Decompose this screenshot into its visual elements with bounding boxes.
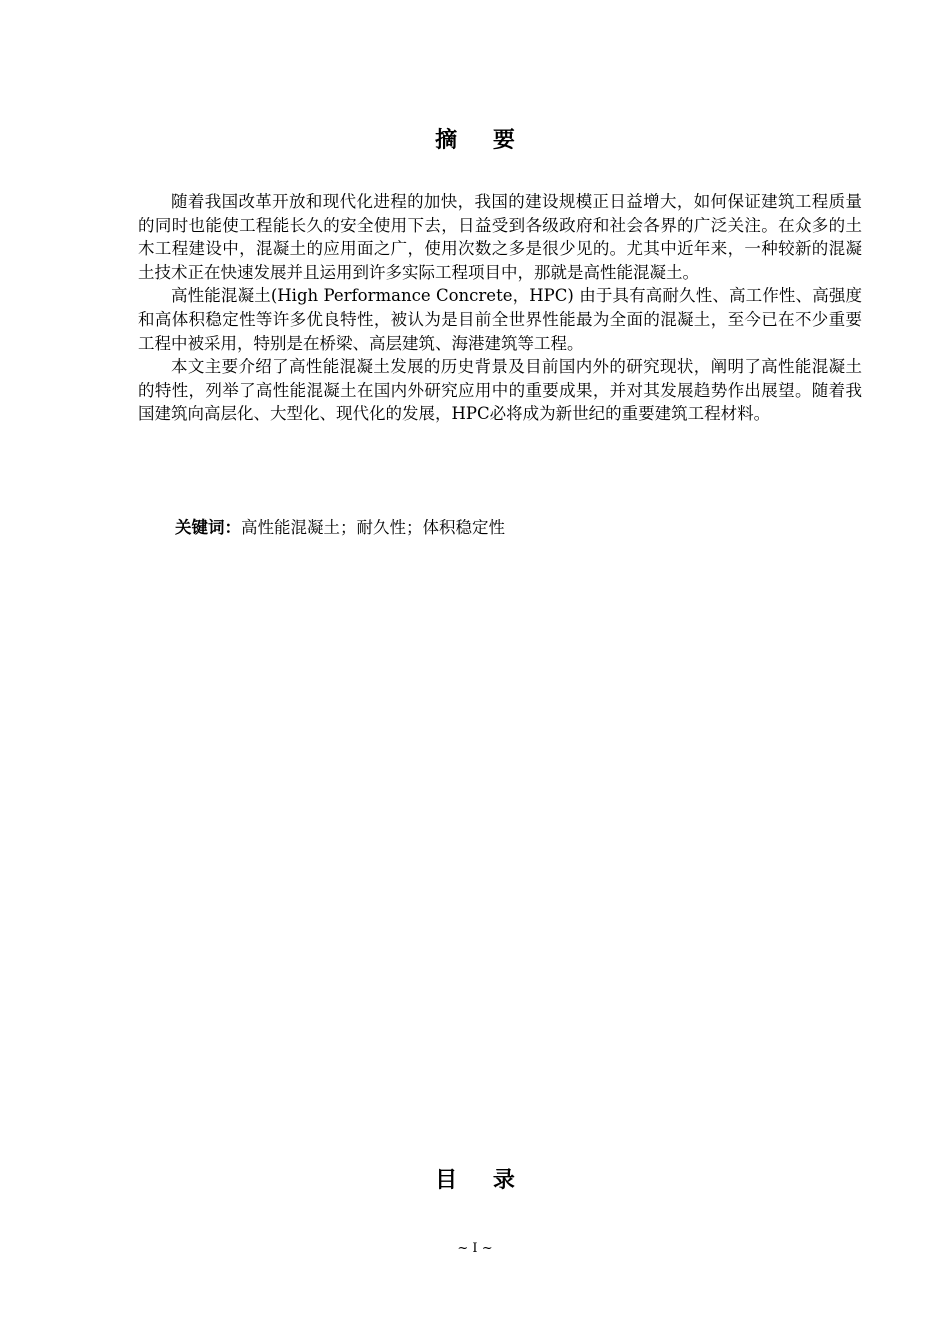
- abstract-title: 摘 要: [435, 128, 529, 153]
- toc-title: 目 录: [435, 1168, 529, 1193]
- abstract-paragraph-3: 本文主要介绍了高性能混凝土发展的历史背景及目前国内外的研究现状，阐明了高性能混凝土的特性，列举了高性能混凝土在国内外研究应用中的重要成果，并对其发展趋势作出展望。随着我国建筑向高层化、大型化、现代化的发展，HPC必将成为新世纪的重要建筑工程材料。: [138, 357, 862, 424]
- abstract-paragraph-2: 高性能混凝土(High Performance Concrete，HPC) 由于具有高耐久性、高工作性、高强度和高体积稳定性等许多优良特性，被认为是目前全世界性能最为全面的混凝土，至今已在不少重要工程中被采用，特别是在桥梁、高层建筑、海港建筑等工程。: [138, 286, 862, 353]
- abstract-body: [138, 190, 862, 426]
- page-number: ~ I ~: [457, 1241, 493, 1256]
- keywords-line: [175, 516, 505, 540]
- keywords-label: 关键词：: [175, 518, 241, 537]
- keywords-value: 高性能混凝土；耐久性；体积稳定性: [241, 518, 505, 537]
- abstract-paragraph-1: 随着我国改革开放和现代化进程的加快，我国的建设规模正日益增大，如何保证建筑工程质量的同时也能使工程能长久的安全使用下去，日益受到各级政府和社会各界的广泛关注。在众多的土木工程建设中，混凝土的应用面之广，使用次数之多是很少见的。尤其中近年来，一种较新的混凝土技术正在快速发展并且运用到许多实际工程项目中，那就是高性能混凝土。: [138, 192, 862, 282]
